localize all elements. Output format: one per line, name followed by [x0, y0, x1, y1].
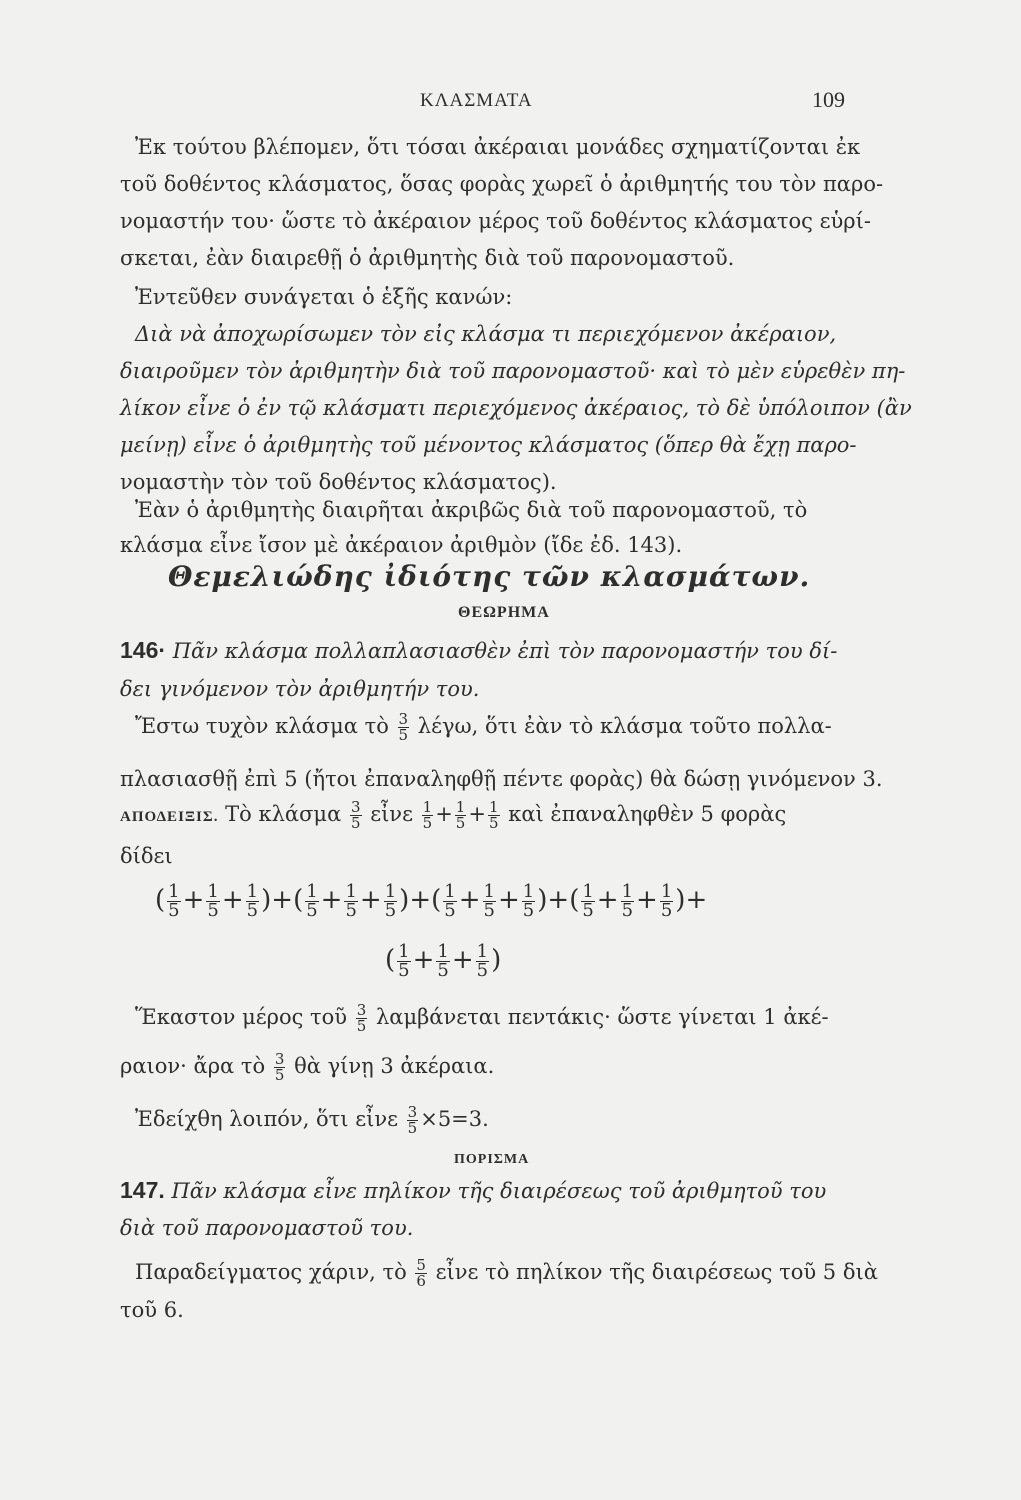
numerator: 3 — [274, 1050, 285, 1068]
times-five-equals-three: ×5=3. — [420, 1107, 489, 1131]
proof-line-2: δίδει — [120, 844, 173, 868]
close-paren: ) — [261, 885, 272, 915]
denominator: 6 — [416, 1272, 426, 1290]
fraction-5-6 — [415, 1258, 427, 1289]
section-title: Θεμελιώδης ἰδιότης τῶν κλασμάτων. — [168, 560, 811, 593]
example-line-2: πλασιασθῇ ἐπὶ 5 (ἤτοι ἐπαναληφθῇ πέντε φορὰς) θὰ δώσῃ γινόμενον 3. — [120, 767, 883, 791]
rule-line-1: Διὰ νὰ ἀποχωρίσωμεν τὸν εἰς κλάσμα τι περιεχόμενον ἀκέραιον, — [135, 322, 837, 346]
theorem-label: ΘΕΩΡΗΜΑ — [458, 604, 550, 621]
numerator: 1 — [345, 880, 357, 902]
denominator: 5 — [207, 899, 219, 921]
denominator: 5 — [582, 899, 594, 921]
numerator: 1 — [621, 880, 634, 902]
fraction-1-5 — [422, 800, 434, 831]
denominator: 5 — [398, 959, 410, 981]
each-part-text-a: Ἕκαστον μέρος τοῦ — [135, 1005, 348, 1029]
proof-text-a: Τὸ κλάσμα — [225, 802, 342, 826]
denominator: 5 — [345, 899, 357, 921]
theorem-line-2: δει γινόμενον τὸν ἀριθμητήν του. — [120, 677, 480, 701]
numerator: 1 — [582, 880, 594, 902]
numerator: 1 — [660, 880, 673, 902]
fraction-1-5 — [397, 940, 410, 981]
denominator: 5 — [274, 1066, 285, 1084]
example2-line-1 — [135, 1256, 878, 1290]
para1-line-3: νομαστήν του· ὥστε τὸ ἀκέραιον μέρος τοῦ δοθέντος κλάσματος εὑρί- — [120, 209, 871, 233]
plus-sign: + — [409, 885, 432, 915]
open-paren: ( — [293, 885, 304, 915]
each-part-text-c: ραιον· ἄρα τὸ — [120, 1054, 266, 1078]
rule-line-5: νομαστὴν τὸν τοῦ δοθέντος κλάσματος). — [120, 470, 557, 494]
para3-line-2: κλάσμα εἶνε ἴσον μὲ ἀκέραιον ἀριθμὸν (ἴδε ἐδ. 143). — [120, 533, 683, 557]
numerator: 1 — [455, 798, 466, 816]
fraction-3-5 — [356, 1003, 368, 1034]
denominator: 5 — [384, 899, 397, 921]
para3-line-1: Ἐὰν ὁ ἀριθμητὴς διαιρῆται ἀκριβῶς διὰ τοῦ παρονομαστοῦ, τὸ — [135, 498, 808, 522]
open-paren: ( — [385, 945, 396, 975]
fraction-1-5 — [384, 880, 397, 921]
plus-sign: + — [359, 885, 382, 915]
corollary-line-1 — [120, 1176, 860, 1205]
example2-text-b: εἶνε τὸ πηλίκον τῆς διαιρέσεως τοῦ 5 διὰ — [435, 1260, 878, 1284]
plus-sign: + — [451, 945, 474, 975]
plus-sign: + — [320, 885, 343, 915]
denominator: 5 — [306, 899, 318, 921]
plus-sign: + — [271, 885, 294, 915]
numerator: 1 — [246, 880, 259, 902]
running-header: ΚΛΑΣΜΑΤΑ — [420, 90, 533, 111]
proof-text-c: καὶ ἐπαναληφθὲν 5 φορὰς — [508, 802, 787, 826]
denominator: 5 — [350, 814, 361, 832]
fraction-1-5 — [483, 880, 496, 921]
close-paren: ) — [675, 885, 686, 915]
fraction-3-5 — [274, 1052, 286, 1083]
rule-line-3: λίκον εἶνε ὁ ἐν τῷ κλάσματι περιεχόμενος ἀκέραιος, τὸ δὲ ὑπόλοιπον (ἂν — [120, 396, 912, 420]
plus-sign: + — [547, 885, 570, 915]
para1-line-2: τοῦ δοθέντος κλάσματος, ὅσας φορὰς χωρεῖ ὁ ἀριθμητής του τὸν παρο- — [120, 172, 884, 196]
sum-expression-row-1 — [155, 880, 707, 920]
denominator: 5 — [356, 1017, 367, 1035]
example-line-1 — [135, 712, 875, 743]
plus-sign: + — [596, 885, 619, 915]
fraction-3-5 — [350, 800, 362, 831]
numerator: 1 — [483, 880, 495, 902]
denominator: 5 — [398, 726, 409, 744]
para1-line-1: Ἐκ τούτου βλέπομεν, ὅτι τόσαι ἀκέραιαι μονάδες σχηματίζονται ἐκ — [135, 135, 861, 159]
open-paren: ( — [431, 885, 442, 915]
plus-sign: + — [685, 885, 708, 915]
plus-sign: + — [458, 885, 481, 915]
corollary-line-2: διὰ τοῦ παρονομαστοῦ του. — [120, 1216, 414, 1240]
plus-sign: + — [221, 885, 244, 915]
fraction-1-5 — [660, 880, 673, 921]
numerator: 1 — [168, 880, 180, 902]
numerator: 1 — [398, 940, 410, 962]
fraction-1-5 — [246, 880, 259, 921]
numerator: 1 — [437, 940, 449, 962]
numerator: 1 — [522, 880, 535, 902]
corollary-text-1: Πᾶν κλάσμα εἶνε πηλίκον τῆς διαιρέσεως τοῦ ἀριθμητοῦ του — [171, 1179, 827, 1203]
proof-label: ΑΠΟΔΕΙΞΙΣ. — [120, 809, 219, 825]
numerator: 1 — [422, 798, 433, 816]
close-paren: ) — [491, 945, 502, 975]
denominator: 5 — [437, 959, 449, 981]
fraction-1-5 — [344, 880, 357, 921]
plus-sign: + — [468, 802, 486, 826]
close-paren: ) — [399, 885, 410, 915]
corollary-label: ΠΟΡΙΣΜΑ — [454, 1152, 530, 1167]
para2: Ἐντεῦθεν συνάγεται ὁ ἑξῆς κανών: — [135, 285, 513, 309]
denominator: 5 — [488, 814, 499, 832]
plus-sign: + — [636, 885, 658, 915]
para1-line-4: σκεται, ἐὰν διαιρεθῇ ὁ ἀριθμητὴς διὰ τοῦ παρονομαστοῦ. — [120, 246, 735, 270]
theorem-text-1: Πᾶν κλάσμα πολλαπλασιασθὲν ἐπὶ τὸν παρονομαστήν του δί- — [172, 639, 838, 663]
each-part-text-b: λαμβάνεται πεντάκις· ὥστε γίνεται 1 ἀκέ- — [375, 1005, 829, 1029]
numerator: 3 — [407, 1103, 418, 1121]
fraction-3-5 — [407, 1105, 419, 1136]
numerator: 5 — [416, 1256, 426, 1274]
denominator: 5 — [483, 899, 495, 921]
denominator: 5 — [522, 899, 535, 921]
denominator: 5 — [660, 899, 673, 921]
sum-expression-row-2 — [385, 940, 501, 980]
open-paren: ( — [155, 885, 166, 915]
denominator: 5 — [444, 899, 456, 921]
fraction-1-5 — [621, 880, 634, 921]
plus-sign: + — [497, 885, 520, 915]
numerator: 1 — [384, 880, 397, 902]
denominator: 5 — [407, 1119, 418, 1137]
corollary-number: 147. — [120, 1177, 165, 1203]
numerator: 3 — [398, 710, 409, 728]
close-paren: ) — [537, 885, 548, 915]
shown-text: Ἐδείχθη λοιπόν, ὅτι εἶνε — [135, 1107, 398, 1131]
proof-text-b: εἶνε — [370, 802, 413, 826]
plus-sign: + — [182, 885, 205, 915]
fraction-1-5 — [167, 880, 180, 921]
each-part-line-2 — [120, 1052, 860, 1083]
fraction-3-5 — [398, 712, 410, 743]
fraction-1-5 — [455, 800, 467, 831]
theorem-number: 146· — [120, 637, 167, 663]
numerator: 1 — [444, 880, 456, 902]
example-text-b: λέγω, ὅτι ἐὰν τὸ κλάσμα τοῦτο πολλα- — [417, 714, 832, 738]
shown-line — [135, 1105, 875, 1136]
fraction-1-5 — [206, 880, 219, 921]
fraction-1-5 — [305, 880, 318, 921]
fraction-1-5 — [436, 940, 449, 981]
denominator: 5 — [422, 814, 433, 832]
fraction-1-5 — [476, 940, 489, 981]
plus-sign: + — [412, 945, 435, 975]
numerator: 1 — [488, 798, 499, 816]
page-number: 109 — [812, 87, 845, 112]
denominator: 5 — [476, 959, 489, 981]
denominator: 5 — [455, 814, 466, 832]
plus-sign: + — [435, 802, 453, 826]
numerator: 3 — [356, 1001, 367, 1019]
rule-line-2: διαιροῦμεν τὸν ἀριθμητὴν διὰ τοῦ παρονομαστοῦ· καὶ τὸ μὲν εὑρεθὲν πη- — [120, 359, 906, 383]
fraction-1-5 — [522, 880, 535, 921]
open-paren: ( — [569, 885, 580, 915]
theorem-line-1 — [120, 636, 860, 665]
numerator: 1 — [476, 940, 489, 962]
rule-line-4: μείνῃ) εἶνε ὁ ἀριθμητὴς τοῦ μένοντος κλάσματος (ὅπερ θὰ ἔχῃ παρο- — [120, 433, 857, 457]
proof-line-1 — [120, 800, 860, 831]
numerator: 3 — [350, 798, 361, 816]
example-text-a: Ἔστω τυχὸν κλάσμα τὸ — [135, 714, 389, 738]
denominator: 5 — [246, 899, 259, 921]
example2-text-a: Παραδείγματος χάριν, τὸ — [135, 1260, 407, 1284]
numerator: 1 — [207, 880, 219, 902]
denominator: 5 — [168, 899, 180, 921]
fraction-1-5 — [581, 880, 594, 921]
example2-line-2: τοῦ 6. — [120, 1298, 184, 1322]
numerator: 1 — [306, 880, 318, 902]
fraction-1-5 — [488, 800, 500, 831]
fraction-1-5 — [443, 880, 456, 921]
denominator: 5 — [621, 899, 634, 921]
each-part-text-d: θὰ γίνῃ 3 ἀκέραια. — [294, 1054, 495, 1078]
each-part-line-1 — [135, 1003, 875, 1034]
